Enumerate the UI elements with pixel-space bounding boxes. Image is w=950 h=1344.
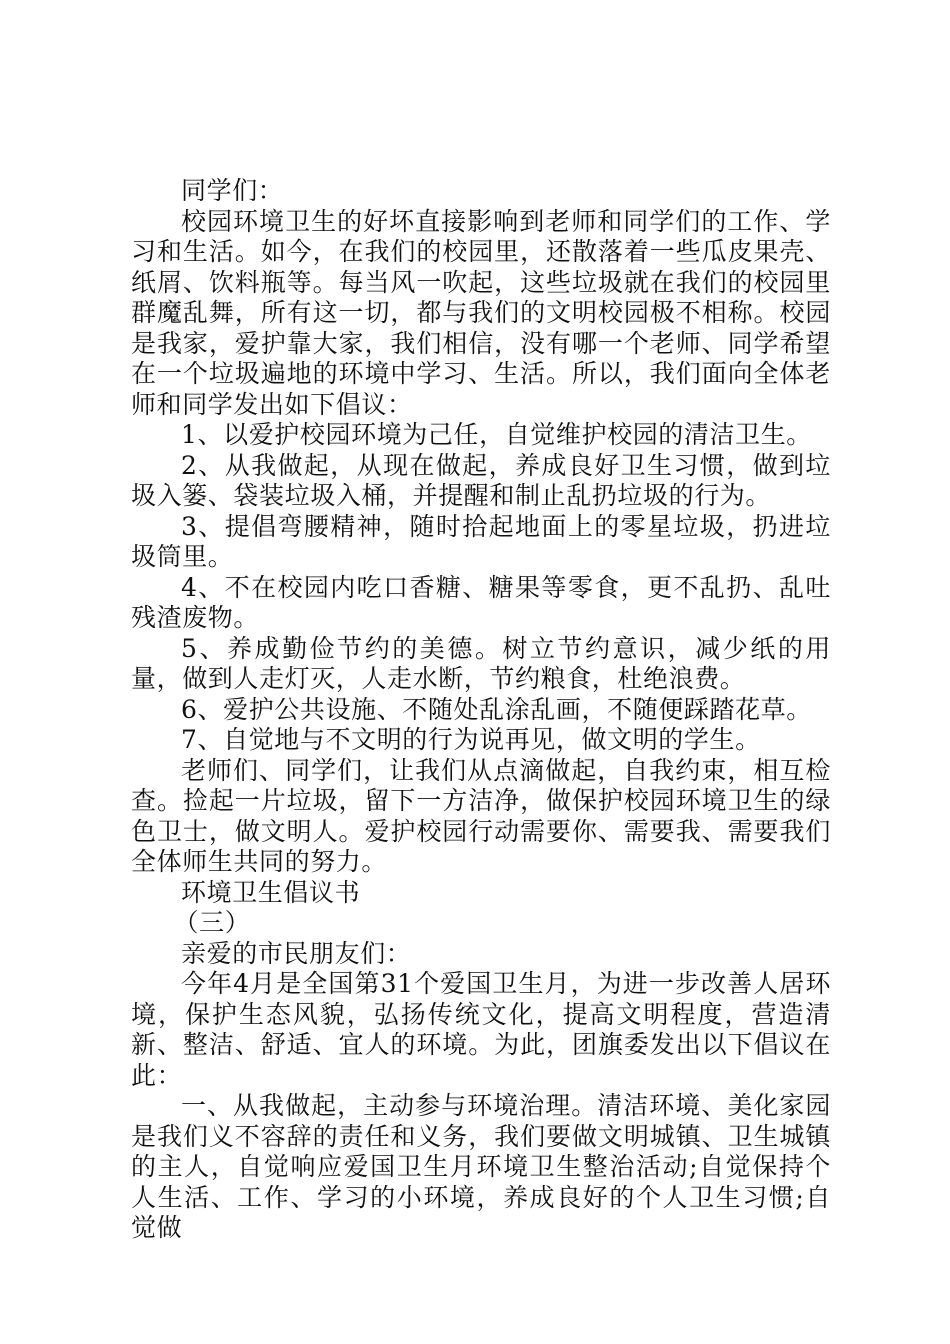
proposal-item-4: 4、不在校园内吃口香糖、糖果等零食，更不乱扔、乱吐残渣废物。 [131,572,831,632]
proposal-item-1: 1、以爱护校园环境为己任，自觉维护校园的清洁卫生。 [181,420,812,449]
paragraph-health-month: 今年4月是全国第31个爱国卫生月，为进一步改善人居环境，保护生态风貌，弘扬传统文化，提高文明程度，营造清新、整洁、舒适、宜人的环境。为此，团旗委发出以下倡议在此： [131,969,831,1090]
proposal-point-1: 一、从我做起，主动参与环境治理。清洁环境、美化家园是我们义不容辞的责任和义务，我们要做文明城镇、卫生城镇的主人，自觉响应爱国卫生月环境卫生整治活动;自觉保持个人生活、工作、学习的小环境，养成良好的个人卫生习惯;自觉做 [131,1091,831,1242]
section-number: （三） [173,908,251,937]
salutation-students: 同学们： [181,176,284,205]
proposal-item-7: 7、自觉地与不文明的行为说再见，做文明的学生。 [181,725,761,754]
salutation-citizens: 亲爱的市民朋友们： [181,938,412,968]
paragraph-campus-hygiene: 校园环境卫生的好坏直接影响到老师和同学们的工作、学习和生活。如今，在我们的校园里，还散落着一些瓜皮果壳、纸屑、饮料瓶等。每当风一吹起，这些垃圾就在我们的校园里群魔乱舞，所有这一切，都与我们的文明校园极不相称。校园是我家，爱护靠大家，我们相信，没有哪一个老师、同学希望在一个垃圾遍地的环境中学习、生活。所以，我们面向全体老师和同学发出如下倡议： [131,206,831,419]
proposal-item-2: 2、从我做起，从现在做起，养成良好卫生习惯，做到垃圾入篓、袋装垃圾入桶，并提醒和制止乱扔垃圾的行为。 [131,450,831,510]
proposal-item-5: 5、养成勤俭节约的美德。树立节约意识，减少纸的用量，做到人走灯灭，人走水断，节约粮食，杜绝浪费。 [131,633,831,693]
proposal-item-3: 3、提倡弯腰精神，随时拾起地面上的零星垃圾，扔进垃圾筒里。 [131,511,831,571]
closing-paragraph: 老师们、同学们，让我们从点滴做起，自我约束，相互检查。捡起一片垃圾，留下一方洁净，做保护校园环境卫生的绿色卫士，做文明人。爱护校园行动需要你、需要我、需要我们全体师生共同的努力。 [131,755,831,876]
proposal-item-6: 6、爱护公共设施、不随处乱涂乱画，不随便踩踏花草。 [181,694,812,724]
document-body [131,176,831,1244]
section-heading: 环境卫生倡议书 [181,877,361,907]
